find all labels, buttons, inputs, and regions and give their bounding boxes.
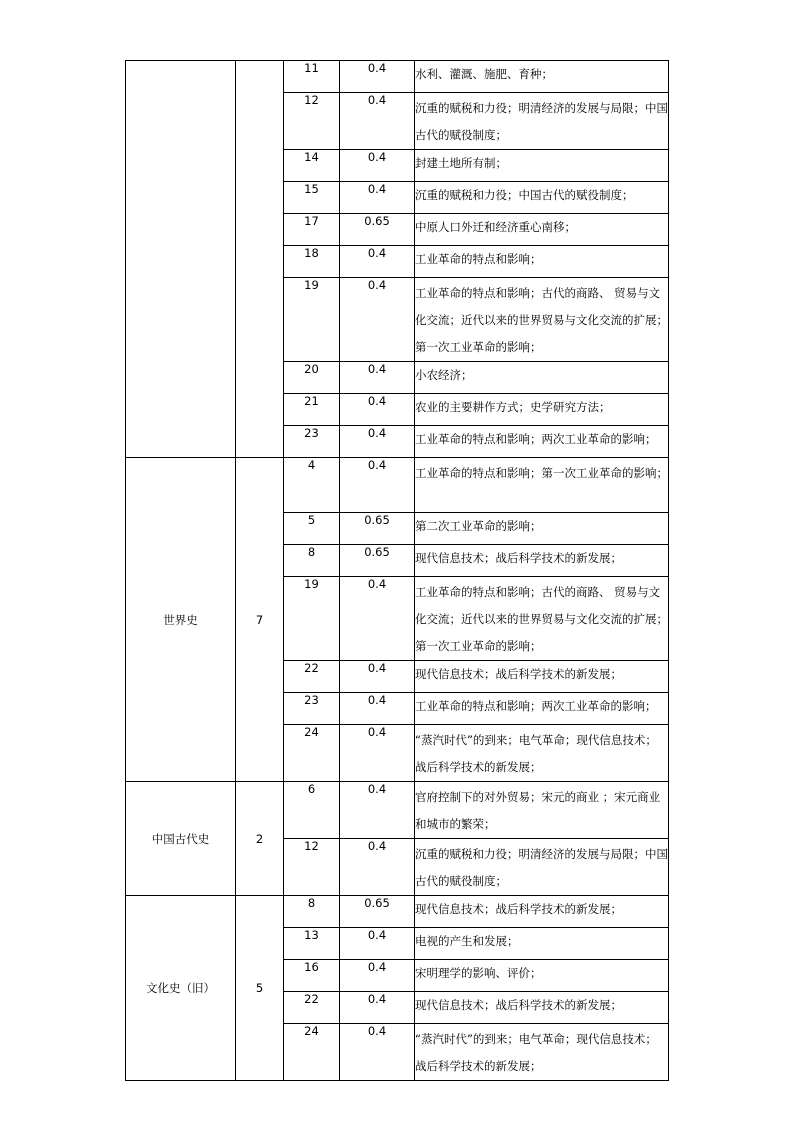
knowledge-point-cell: 工业革命的特点和影响；两次工业革命的影响； <box>415 426 669 458</box>
score-cell: 0.4 <box>340 150 415 182</box>
knowledge-point-cell: 工业革命的特点和影响；古代的商路、 贸易与文化交流；近代以来的世界贸易与文化交流的扩展；第一次工业革命的影响； <box>415 278 669 362</box>
score-cell: 0.4 <box>340 782 415 839</box>
score-cell: 0.65 <box>340 896 415 928</box>
score-cell: 0.4 <box>340 839 415 896</box>
question-number-cell: 5 <box>284 513 340 545</box>
knowledge-point-cell: 沉重的赋税和力役；中国古代的赋役制度； <box>415 182 669 214</box>
score-cell: 0.65 <box>340 545 415 577</box>
score-cell: 0.4 <box>340 1024 415 1081</box>
knowledge-point-cell: 现代信息技术；战后科学技术的新发展； <box>415 545 669 577</box>
knowledge-point-cell: 工业革命的特点和影响；古代的商路、 贸易与文化交流；近代以来的世界贸易与文化交流的扩展；第一次工业革命的影响； <box>415 577 669 661</box>
question-number-cell: 20 <box>284 362 340 394</box>
question-number-cell: 8 <box>284 896 340 928</box>
knowledge-point-cell: 小农经济； <box>415 362 669 394</box>
score-cell: 0.4 <box>340 693 415 725</box>
question-number-cell: 23 <box>284 426 340 458</box>
score-cell: 0.4 <box>340 278 415 362</box>
knowledge-point-cell: 工业革命的特点和影响； <box>415 246 669 278</box>
category-cell: 世界史 <box>126 458 236 782</box>
score-cell: 0.4 <box>340 182 415 214</box>
question-number-cell: 22 <box>284 992 340 1024</box>
score-cell: 0.4 <box>340 661 415 693</box>
score-cell: 0.4 <box>340 362 415 394</box>
question-number-cell: 15 <box>284 182 340 214</box>
table-body <box>126 61 669 1081</box>
knowledge-point-cell: 农业的主要耕作方式；史学研究方法； <box>415 394 669 426</box>
question-number-cell: 23 <box>284 693 340 725</box>
question-number-cell: 18 <box>284 246 340 278</box>
score-cell: 0.4 <box>340 458 415 513</box>
question-number-cell: 17 <box>284 214 340 246</box>
question-number-cell: 19 <box>284 577 340 661</box>
question-number-cell: 24 <box>284 1024 340 1081</box>
question-number-cell: 21 <box>284 394 340 426</box>
knowledge-point-cell: 现代信息技术；战后科学技术的新发展； <box>415 992 669 1024</box>
question-number-cell: 8 <box>284 545 340 577</box>
score-cell: 0.4 <box>340 928 415 960</box>
knowledge-point-cell: 官府控制下的对外贸易；宋元的商业 ；宋元商业和城市的繁荣； <box>415 782 669 839</box>
knowledge-point-cell: 电视的产生和发展； <box>415 928 669 960</box>
knowledge-point-cell: “蒸汽时代”的到来；电气革命；现代信息技术；战后科学技术的新发展； <box>415 725 669 782</box>
score-cell: 0.4 <box>340 246 415 278</box>
knowledge-point-cell: 工业革命的特点和影响；两次工业革命的影响； <box>415 693 669 725</box>
knowledge-point-cell: 现代信息技术；战后科学技术的新发展； <box>415 661 669 693</box>
score-cell: 0.4 <box>340 725 415 782</box>
knowledge-point-cell: 宋明理学的影响、评价； <box>415 960 669 992</box>
question-number-cell: 22 <box>284 661 340 693</box>
knowledge-point-cell: 工业革命的特点和影响；第一次工业革命的影响； <box>415 458 669 513</box>
knowledge-point-cell: 第二次工业革命的影响； <box>415 513 669 545</box>
question-number-cell: 19 <box>284 278 340 362</box>
knowledge-point-cell: “蒸汽时代”的到来；电气革命；现代信息技术；战后科学技术的新发展； <box>415 1024 669 1081</box>
analysis-table <box>125 60 669 1081</box>
question-number-cell: 12 <box>284 93 340 150</box>
score-cell: 0.65 <box>340 214 415 246</box>
category-cell: 文化史（旧） <box>126 896 236 1081</box>
knowledge-point-cell: 封建土地所有制； <box>415 150 669 182</box>
score-cell: 0.65 <box>340 513 415 545</box>
knowledge-point-cell: 中原人口外迁和经济重心南移； <box>415 214 669 246</box>
table-row <box>126 896 669 928</box>
score-cell: 0.4 <box>340 93 415 150</box>
question-number-cell: 4 <box>284 458 340 513</box>
table-row <box>126 782 669 839</box>
count-cell: 2 <box>236 782 284 896</box>
count-cell: 7 <box>236 458 284 782</box>
score-cell: 0.4 <box>340 992 415 1024</box>
question-number-cell: 24 <box>284 725 340 782</box>
table-row <box>126 61 669 93</box>
count-cell: 5 <box>236 896 284 1081</box>
score-cell: 0.4 <box>340 61 415 93</box>
question-number-cell: 14 <box>284 150 340 182</box>
question-number-cell: 11 <box>284 61 340 93</box>
knowledge-point-cell: 水利、灌溉、施肥、育种； <box>415 61 669 93</box>
category-cell <box>126 61 236 458</box>
question-number-cell: 13 <box>284 928 340 960</box>
question-number-cell: 12 <box>284 839 340 896</box>
category-cell: 中国古代史 <box>126 782 236 896</box>
score-cell: 0.4 <box>340 394 415 426</box>
knowledge-point-cell: 沉重的赋税和力役；明清经济的发展与局限；中国古代的赋役制度； <box>415 93 669 150</box>
score-cell: 0.4 <box>340 426 415 458</box>
knowledge-point-cell: 现代信息技术；战后科学技术的新发展； <box>415 896 669 928</box>
question-number-cell: 16 <box>284 960 340 992</box>
question-number-cell: 6 <box>284 782 340 839</box>
knowledge-point-cell: 沉重的赋税和力役；明清经济的发展与局限；中国古代的赋役制度； <box>415 839 669 896</box>
table-row <box>126 458 669 513</box>
score-cell: 0.4 <box>340 960 415 992</box>
score-cell: 0.4 <box>340 577 415 661</box>
count-cell <box>236 61 284 458</box>
